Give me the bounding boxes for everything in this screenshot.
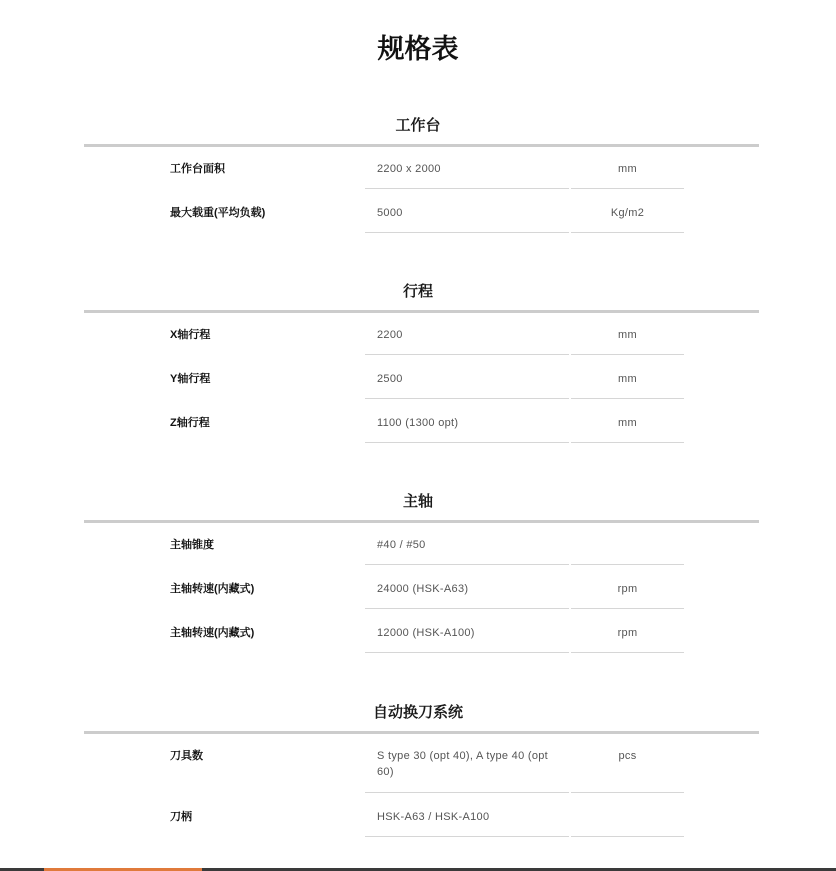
spec-row — [0, 537, 836, 581]
spec-value: HSK-A63 / HSK-A100 — [377, 811, 490, 823]
spec-row — [0, 161, 836, 205]
spec-row — [0, 748, 836, 809]
row-divider — [365, 564, 569, 565]
spec-unit: mm — [618, 329, 637, 341]
row-divider — [365, 354, 569, 355]
row-divider — [571, 608, 684, 609]
row-divider — [571, 792, 684, 793]
spec-value: 12000 (HSK-A100) — [377, 627, 475, 639]
section-atc — [0, 703, 836, 853]
spec-value: S type 30 (opt 40), A type 40 (opt 60) — [377, 750, 549, 778]
section-title: 工作台 — [395, 117, 441, 134]
row-divider — [365, 398, 569, 399]
row-divider — [571, 232, 684, 233]
spec-label: X轴行程 — [170, 329, 211, 341]
section-divider — [84, 731, 759, 734]
section-divider — [84, 310, 759, 313]
row-divider — [365, 232, 569, 233]
spec-row — [0, 327, 836, 371]
spec-unit: rpm — [617, 627, 638, 639]
spec-label: 刀柄 — [170, 811, 192, 823]
spec-value: 5000 — [377, 207, 403, 219]
spec-label: 最大载重(平均负载) — [170, 207, 266, 219]
row-divider — [365, 836, 569, 837]
spec-table — [0, 537, 836, 669]
spec-value: 2200 x 2000 — [377, 163, 441, 175]
row-divider — [571, 188, 684, 189]
spec-value: 2500 — [377, 373, 403, 385]
row-divider — [571, 564, 684, 565]
spec-row — [0, 809, 836, 853]
spec-table — [0, 327, 836, 459]
spec-row — [0, 415, 836, 459]
row-divider — [571, 398, 684, 399]
spec-unit: mm — [618, 163, 637, 175]
section-divider — [84, 520, 759, 523]
spec-unit: mm — [618, 373, 637, 385]
spec-table — [0, 748, 836, 853]
row-divider — [571, 652, 684, 653]
spec-label: 主轴转速(内藏式) — [170, 627, 255, 639]
spec-value: 2200 — [377, 329, 403, 341]
spec-label: 主轴转速(内藏式) — [170, 583, 255, 595]
spec-label: Z轴行程 — [170, 417, 210, 429]
section-worktable — [0, 116, 836, 249]
spec-unit: Kg/m2 — [610, 207, 645, 219]
section-title: 主轴 — [402, 493, 433, 510]
spec-value: 1100 (1300 opt) — [377, 417, 459, 429]
section-title: 行程 — [402, 283, 433, 300]
spec-label: Y轴行程 — [170, 373, 211, 385]
spec-row — [0, 581, 836, 625]
spec-value: #40 / #50 — [377, 539, 426, 551]
section-travel — [0, 282, 836, 459]
page-title: 规格表 — [377, 34, 459, 64]
spec-label: 工作台面积 — [170, 163, 225, 175]
spec-value: 24000 (HSK-A63) — [377, 583, 469, 595]
row-divider — [365, 608, 569, 609]
row-divider — [571, 442, 684, 443]
spec-row — [0, 205, 836, 249]
row-divider — [571, 354, 684, 355]
spec-unit: pcs — [618, 750, 637, 762]
row-divider — [365, 442, 569, 443]
row-divider — [365, 652, 569, 653]
row-divider — [571, 836, 684, 837]
spec-row — [0, 625, 836, 669]
section-spindle — [0, 492, 836, 669]
section-divider — [84, 144, 759, 147]
spec-table — [0, 161, 836, 249]
spec-row — [0, 371, 836, 415]
spec-unit: mm — [618, 417, 637, 429]
row-divider — [365, 792, 569, 793]
spec-unit: rpm — [617, 583, 638, 595]
spec-label: 主轴锥度 — [170, 539, 214, 551]
row-divider — [365, 188, 569, 189]
section-title: 自动换刀系统 — [372, 704, 463, 721]
spec-label: 刀具数 — [170, 750, 203, 762]
